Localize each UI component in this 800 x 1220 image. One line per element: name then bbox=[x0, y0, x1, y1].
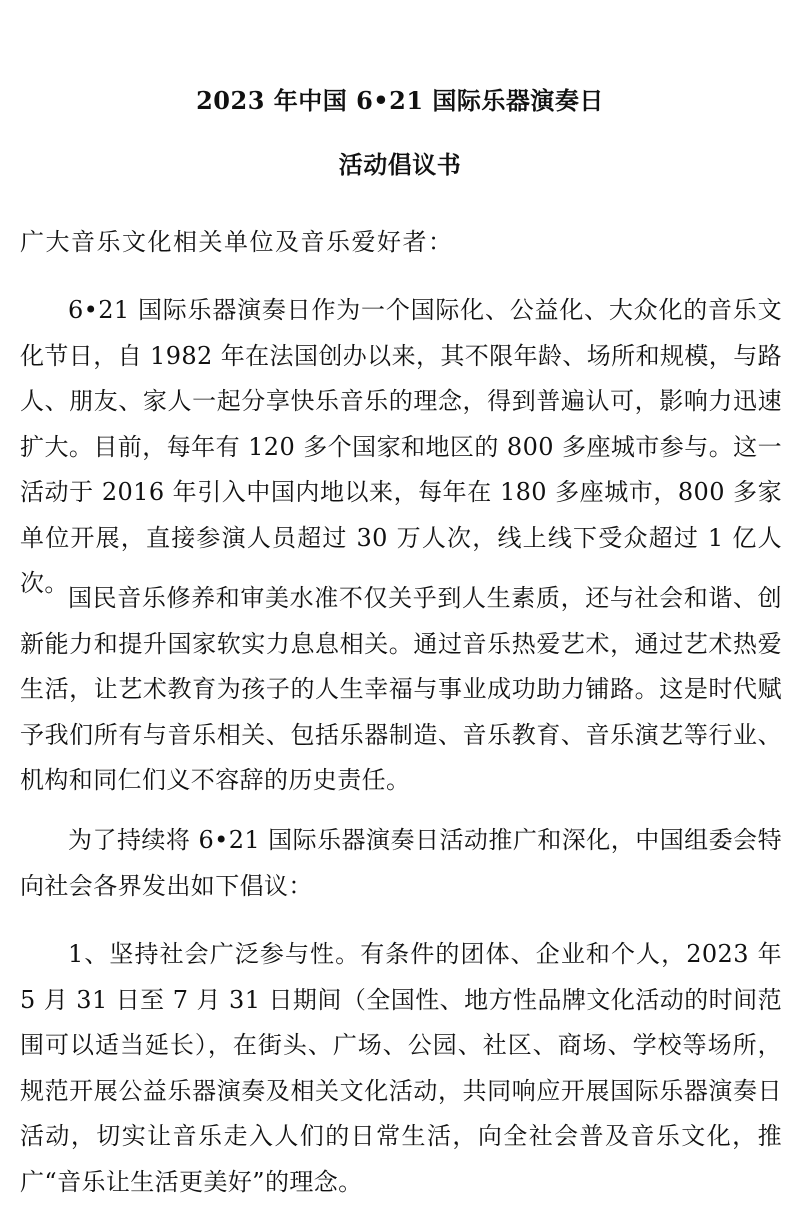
paragraph-proposal-item-1: 1、坚持社会广泛参与性。有条件的团体、企业和个人，2023 年 5 月 31 日至 7 月 31 日期间（全国性、地方性品牌文化活动的时间范围可以适当延长），在街头、广场、公园、社区、商场、学校等场所，规范开展公益乐器演奏及相关文化活动，共同响应开展国际乐器演奏日活动，切实让音乐走入人们的日常生活，向全社会普及音乐文化，推广“音乐让生活更美好”的理念。 bbox=[20, 940, 782, 1196]
paragraph-proposal-intro: 为了持续将 6•21 国际乐器演奏日活动推广和深化，中国组委会特向社会各界发出如下倡议： bbox=[20, 826, 782, 900]
document-subtitle: 活动倡议书 bbox=[338, 150, 462, 179]
paragraph-introduction: 6•21 国际乐器演奏日作为一个国际化、公益化、大众化的音乐文化节日，自 1982 年在法国创办以来，其不限年龄、场所和规模，与路人、朋友、家人一起分享快乐音乐的理念，得到普遍认可，影响力迅速扩大。目前，每年有 120 多个国家和地区的 800 多座城市参与。这一活动于 2016 年引入中国内地以来，每年在 180 多座城市，800 多家单位开展，直接参演人员超过 30 万人次，线上线下受众超过 1 亿人次。 bbox=[20, 296, 783, 597]
salutation: 广大音乐文化相关单位及音乐爱好者： bbox=[20, 228, 454, 256]
paragraph-significance: 国民音乐修养和审美水准不仅关乎到人生素质，还与社会和谐、创新能力和提升国家软实力息息相关。通过音乐热爱艺术，通过艺术热爱生活，让艺术教育为孩子的人生幸福与事业成功助力铺路。这是时代赋予我们所有与音乐相关、包括乐器制造、音乐教育、音乐演艺等行业、机构和同仁们义不容辞的历史责任。 bbox=[20, 584, 782, 794]
document-title: 2023 年中国 6•21 国际乐器演奏日 bbox=[196, 86, 604, 115]
